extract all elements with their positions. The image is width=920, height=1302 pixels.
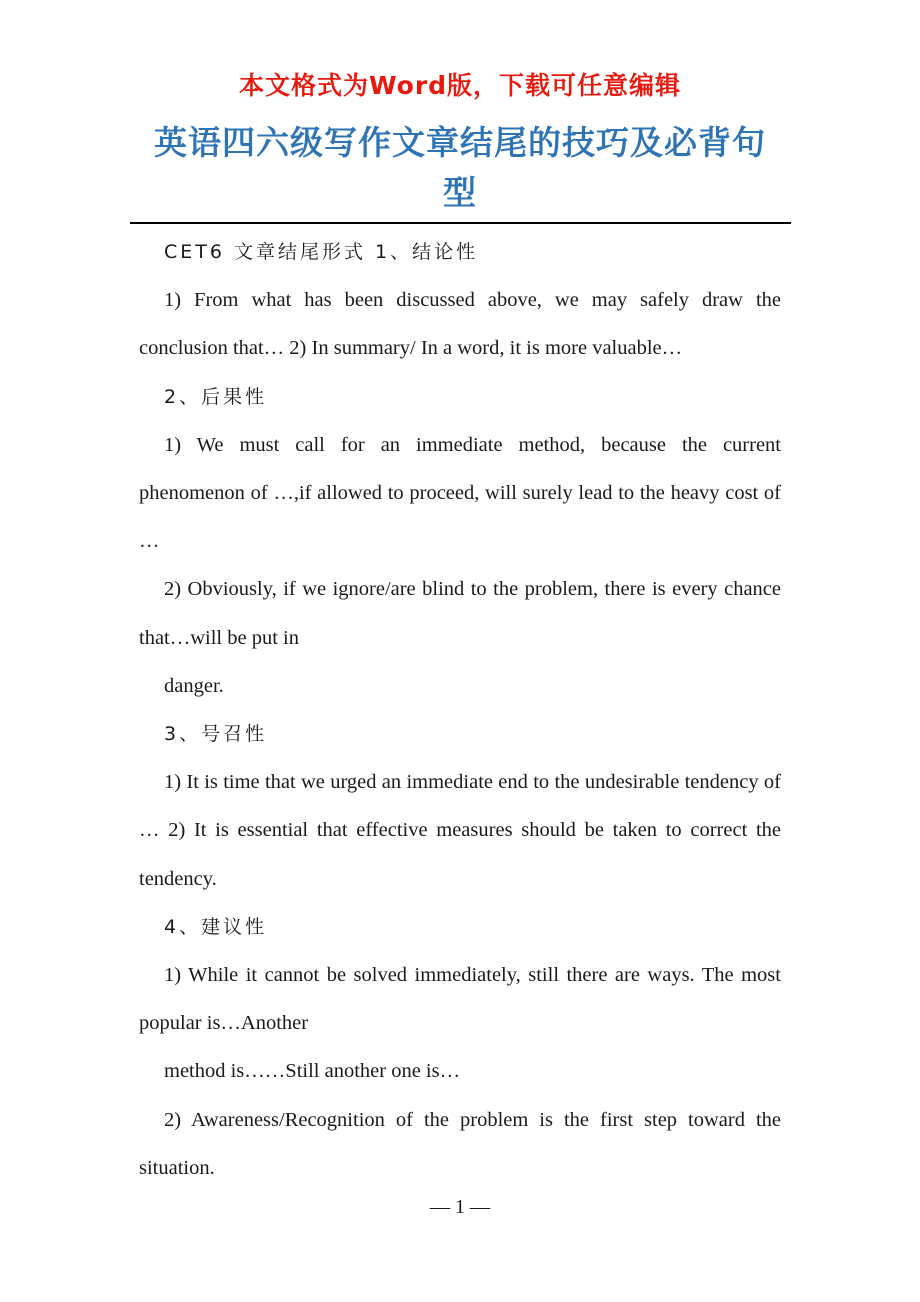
section4-paragraph-1-continued: method is……Still another one is… — [164, 1060, 461, 1083]
section3-heading: 3、号召性 — [164, 723, 268, 746]
page-number: — 1 — — [430, 1196, 490, 1218]
section1-paragraph: 1) From what has been discussed above, we may safely draw the conclusion that… 2) In summary/ In a word, it is more valuable… — [139, 289, 781, 360]
section2-paragraph-2-continued: danger. — [164, 674, 224, 697]
document-title: 英语四六级写作文章结尾的技巧及必背句型 — [154, 123, 766, 212]
section2-heading: 2、后果性 — [164, 385, 268, 408]
intro-line: CET6 文章结尾形式 1、结论性 — [164, 241, 479, 263]
section4-paragraph-2: 2) Awareness/Recognition of the problem is the first step toward the situation. — [139, 1108, 781, 1179]
section4-heading: 4、建议性 — [164, 915, 268, 938]
section3-paragraph: 1) It is time that we urged an immediate end to the undesirable tendency of … 2) It is essential that effective measures should be taken to correct the tendency. — [139, 771, 781, 890]
section2-paragraph-1: 1) We must call for an immediate method, because the current phenomenon of …,if allowed to proceed, will surely lead to the heavy cost of … — [139, 433, 781, 553]
format-notice: 本文格式为Word版，下载可任意编辑 — [238, 71, 682, 100]
document-body — [139, 228, 781, 1192]
title-divider — [130, 222, 791, 224]
section2-paragraph-2: 2) Obviously, if we ignore/are blind to the problem, there is every chance that…will be put in — [139, 578, 781, 649]
section4-paragraph-1: 1) While it cannot be solved immediately, still there are ways. The most popular is…Another — [139, 964, 781, 1035]
